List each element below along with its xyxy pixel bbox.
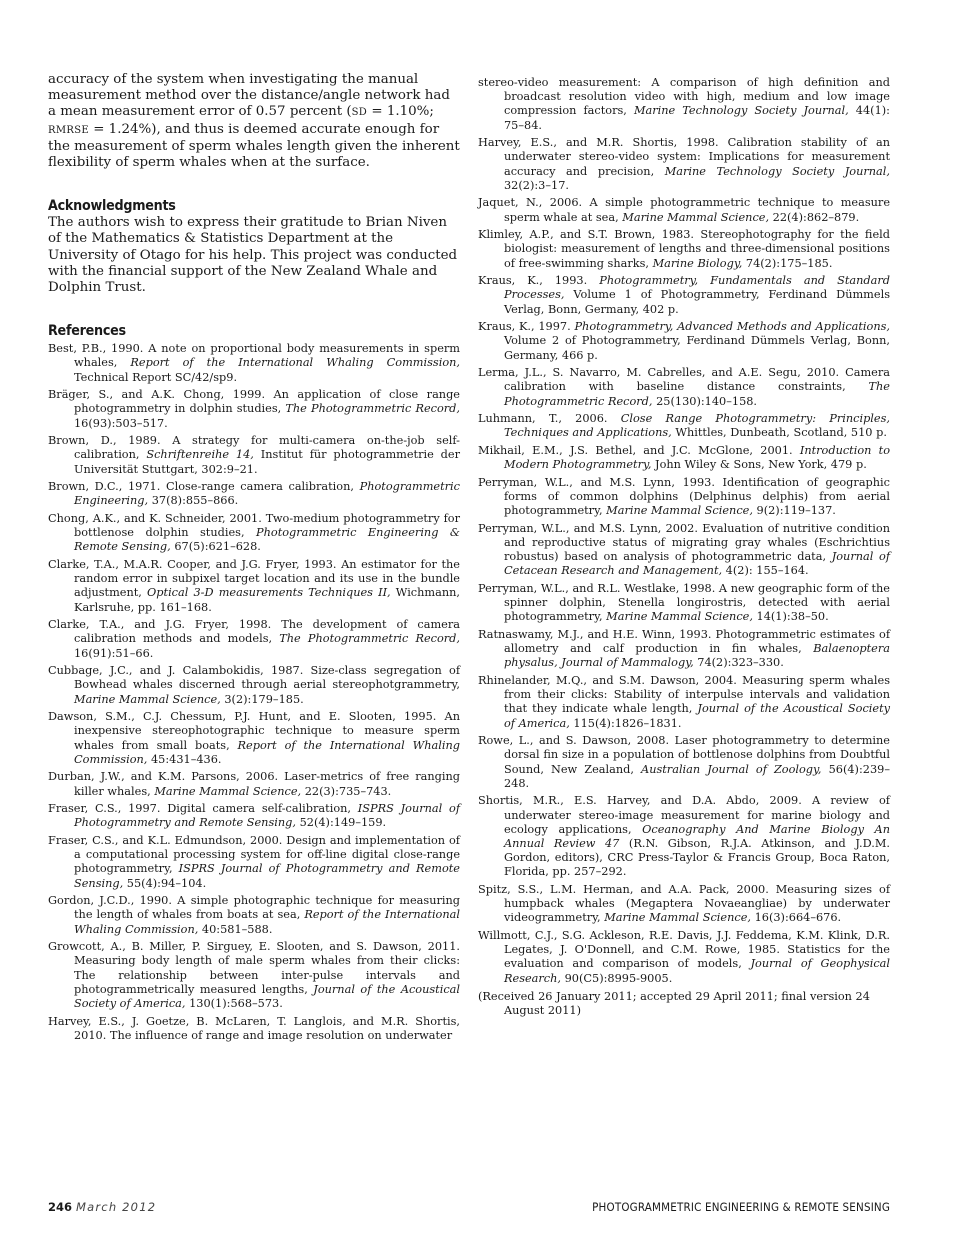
reference-entry <box>478 883 890 926</box>
reference-text: Mikhail, E.M., J.S. Bethel, and J.C. McGlone, 2001. <box>478 444 800 457</box>
reference-source: Marine Biology, <box>652 256 743 270</box>
reference-details: 67(5):621–628. <box>170 540 261 554</box>
reference-entry <box>478 628 890 671</box>
reference-entry <box>48 710 460 767</box>
reference-text: Harvey, E.S., and M.R. Shortis, 1998. Calibration stability of an underwater stereo-video system: Implications for measurement accuracy and precision, <box>478 136 890 178</box>
reference-source: Journal of the Acoustical Society of America, <box>74 982 461 1011</box>
reference-source: Marine Mammal Science, <box>154 784 302 798</box>
reference-source: Report of the International Whaling Commission, <box>74 738 460 766</box>
journal-name: PHOTOGRAMMETRIC ENGINEERING & REMOTE SENSING <box>592 1200 890 1214</box>
reference-source: Introduction to Modern Photogrammetry, <box>504 444 890 472</box>
reference-details: 4(2): 155–164. <box>722 564 809 578</box>
page-footer <box>48 1200 890 1216</box>
reference-entry <box>478 412 890 440</box>
reference-entry <box>478 674 890 731</box>
reference-details: (R.N. Gibson, R.J.A. Atkinson, and J.D.M. Gordon, editors), CRC Press-Taylor & Francis Group, Boca Raton, Florida, pp. 257–292. <box>504 837 890 879</box>
received-note: (Received 26 January 2011; accepted 29 April 2011; final version 24 August 2011) <box>478 989 870 1018</box>
reference-details: 45:431–436. <box>147 752 222 766</box>
reference-text: Kraus, K., 1997. <box>478 320 575 334</box>
reference-entry <box>478 76 890 133</box>
reference-text: Perryman, W.L., and M.S. Lynn, 2002. Evaluation of nutritive condition and reproductive status of migrating gray whales (Eschrichtius robustus) based on analysis of photogrammetric data, <box>478 521 890 564</box>
reference-source: ISPRS Journal of Photogrammetry and Remote Sensing, <box>74 802 461 830</box>
reference-details: 9(2):119–137. <box>752 504 836 518</box>
reference-source: Journal of the Acoustical Society of America, <box>504 702 890 730</box>
issue-date: March 2012 <box>76 1200 157 1214</box>
reference-text: stereo-video measurement: A comparison of high definition and broadcast resolution video with high, medium and low image compression factors, <box>478 76 890 118</box>
reference-text: Spitz, S.S., L.M. Herman, and A.A. Pack, 2000. Measuring sizes of humpback whales (Megaptera Novaeangliae) by underwater videogrammetry, <box>478 883 890 925</box>
reference-details: 40:581–588. <box>198 922 273 936</box>
reference-source: Report of the International Whaling Commission, <box>74 908 460 936</box>
intro-text-part: accuracy of the system when investigating the manual measurement method over the distance/angle network had a mean measurement error of 0.57 percent ( <box>48 72 450 120</box>
reference-source: Marine Mammal Science, <box>622 210 770 224</box>
acknowledgments-heading: Acknowledgments <box>48 198 176 215</box>
reference-text: Rhinelander, M.Q., and S.M. Dawson, 2004. Measuring sperm whales from their clicks: Stability of interpulse intervals and validation that they indicate whale length, <box>478 674 890 716</box>
reference-text: Clarke, T.A., and J.G. Fryer, 1998. The development of camera calibration methods and models, <box>48 618 460 646</box>
page-number: 246 <box>48 1200 73 1214</box>
reference-details: 55(4):94–104. <box>123 876 207 890</box>
reference-entry <box>478 582 890 625</box>
references-list-right <box>478 76 890 986</box>
reference-source: Schriftenreihe 14, <box>146 448 254 462</box>
reference-text: Luhmann, T., 2006. <box>478 412 621 426</box>
reference-entry <box>48 940 460 1011</box>
reference-source: The Photogrammetric Record, <box>285 402 460 416</box>
reference-entry <box>478 196 890 224</box>
reference-source: Balaenoptera physalus, Journal of Mammalogy, <box>504 642 890 670</box>
reference-details: 14(1):38–50. <box>752 610 829 624</box>
reference-entry <box>48 618 460 661</box>
reference-text: Brown, D.C., 1971. Close-range camera calibration, <box>48 480 360 494</box>
reference-text: Gordon, J.C.D., 1990. A simple photographic technique for measuring the length of whales from boats at sea, <box>48 894 460 922</box>
reference-source: The Photogrammetric Record, <box>279 632 460 646</box>
reference-entry <box>478 734 890 791</box>
reference-entry <box>478 274 890 317</box>
reference-source: Marine Mammal Science, <box>606 504 753 518</box>
reference-entry <box>48 512 460 555</box>
reference-entry <box>48 1015 460 1043</box>
reference-source: Photogrammetry, Fundamentals and Standard Processes, <box>504 274 890 302</box>
reference-entry <box>478 136 890 193</box>
reference-details: Volume 2 of Photogrammetry, Ferdinand Dümmels Verlag, Bonn, Germany, 466 p. <box>504 334 890 362</box>
reference-entry <box>478 320 890 363</box>
reference-entry <box>48 388 460 431</box>
reference-details: 25(130):140–158. <box>652 394 758 408</box>
right-column <box>478 74 890 1018</box>
reference-details: 16(93):503–517. <box>74 416 168 430</box>
reference-source: Marine Mammal Science, <box>74 692 221 706</box>
intro-paragraph <box>48 72 460 171</box>
rmrse-label: RMRSE <box>48 124 89 136</box>
reference-details: Institut für photogrammetrie der Universität Stuttgart, 302:9–21. <box>74 448 460 476</box>
reference-entry <box>478 929 890 986</box>
reference-details: 130(1):568–573. <box>185 997 283 1011</box>
reference-source: Report of the International Whaling Commission, <box>130 356 460 370</box>
reference-text: Cubbage, J.C., and J. Calambokidis, 1987. Size-class segregation of Bowhead whales discerned through aerial stereophotgrammetry, <box>48 664 460 692</box>
reference-entry <box>48 802 460 830</box>
reference-details: 32(2):3–17. <box>504 178 569 192</box>
reference-source: Close Range Photogrammetry: Principles, Techniques and Applications, <box>504 412 890 440</box>
reference-text: Ratnaswamy, M.J., and H.E. Winn, 1993. Photogrammetric estimates of allometry and calf production in fin whales, <box>478 628 890 656</box>
sd-label: SD <box>351 107 368 119</box>
reference-entry <box>48 834 460 891</box>
reference-details: 22(4):862–879. <box>769 210 860 224</box>
reference-source: ISPRS Journal of Photogrammetry and Remote Sensing, <box>74 862 460 890</box>
reference-source: Optical 3-D measurements Techniques II, <box>147 586 391 600</box>
reference-text: Perryman, W.L., and M.S. Lynn, 1993. Identification of geographic forms of common dolphins (Delphinus delphis) from aerial photogrammetry, <box>478 475 890 518</box>
reference-entry <box>48 558 460 615</box>
reference-entry <box>48 434 460 477</box>
left-column <box>48 72 460 1046</box>
reference-text: Shortis, M.R., E.S. Harvey, and D.A. Abdo, 2009. A review of underwater stereo-image measurement for marine biology and ecology applications, <box>478 794 890 836</box>
reference-details: 52(4):149–159. <box>295 816 387 830</box>
reference-source: Marine Technology Society Journal, <box>633 104 849 118</box>
reference-text: Rowe, L., and S. Dawson, 2008. Laser photogrammetry to determine dorsal fin size in a population of bottlenose dolphins from Doubtful Sound, New Zealand, <box>478 734 890 776</box>
reference-entry <box>48 770 460 798</box>
reference-details: John Wiley & Sons, New York, 479 p. <box>651 458 867 472</box>
reference-source: Oceanography And Marine Biology An Annual Review 47 <box>504 822 890 851</box>
reference-details: 16(91):51–66. <box>74 646 154 660</box>
intro-text-part: = 1.24%), and thus is deemed accurate enough for the measurement of sperm whales length given the inherent flexibility of sperm whales when at the surface. <box>48 121 460 171</box>
reference-details: 44(1): 75–84. <box>504 104 890 132</box>
reference-source: Photogrammetric Engineering, <box>74 480 460 508</box>
intro-text-part: = 1.10%; <box>367 104 434 120</box>
reference-details: 56(4):239–248. <box>504 762 890 790</box>
reference-details: 90(C5):8995-9005. <box>561 971 673 985</box>
reference-text: Jaquet, N., 2006. A simple photogrammetric technique to measure sperm whale at sea, <box>478 196 890 224</box>
references-list-left <box>48 342 460 1043</box>
reference-entry <box>478 228 890 271</box>
reference-details: 22(3):735–743. <box>301 784 392 798</box>
reference-text: Growcott, A., B. Miller, P. Sirguey, E. Slooten, and S. Dawson, 2011. Measuring body length of male sperm whales from their clicks: The relationship between inter-pulse intervals and photogrammetrically measured lengths, <box>48 940 460 996</box>
reference-text: Chong, A.K., and K. Schneider, 2001. Two-medium photogrammetry for bottlenose dolphin studies, <box>48 512 460 540</box>
reference-text: Bräger, S., and A.K. Chong, 1999. An application of close range photogrammetry in dolphin studies, <box>48 388 460 416</box>
reference-text: Dawson, S.M., C.J. Chessum, P.J. Hunt, and E. Slooten, 1995. An inexpensive stereophotographic technique to measure sperm whales from small boats, <box>48 710 460 752</box>
reference-source: Photogrammetry, Advanced Methods and Applications, <box>574 320 891 334</box>
reference-source: Australian Journal of Zoology, <box>641 762 822 776</box>
reference-text: Best, P.B., 1990. A note on proportional body measurements in sperm whales, <box>48 342 460 370</box>
references-heading: References <box>48 323 126 340</box>
reference-text: Fraser, C.S., 1997. Digital camera self-calibration, <box>48 802 358 816</box>
reference-text: Brown, D., 1989. A strategy for multi-camera on-the-job self-calibration, <box>48 434 460 462</box>
acknowledgments-text: The authors wish to express their gratitude to Brian Niven of the Mathematics & Statistics Department at the University of Otago for his help. This project was conducted with the financial support of the New Zealand Whale and Dolphin Trust. <box>48 215 458 296</box>
reference-text: Perryman, W.L., and R.L. Westlake, 1998. A new geographic form of the spinner dolphin, Stenella longirostris, detected with aerial photogrammetry, <box>478 582 890 624</box>
reference-text: Durban, J.W., and K.M. Parsons, 2006. Laser-metrics of free ranging killer whales, <box>48 770 460 798</box>
reference-source: Photogrammetric Engineering & Remote Sensing, <box>74 526 460 554</box>
reference-text: Clarke, T.A., M.A.R. Cooper, and J.G. Fryer, 1993. An estimator for the random error in subpixel target location and its use in the bundle adjustment, <box>48 558 460 600</box>
reference-details: 115(4):1826–1831. <box>569 716 682 730</box>
reference-details: 74(2):323–330. <box>693 656 784 670</box>
reference-text: Fraser, C.S., and K.L. Edmundson, 2000. Design and implementation of a computational processing system for off-line digital close-range photogrammetry, <box>48 834 460 876</box>
reference-source: The Photogrammetric Record, <box>504 380 890 408</box>
reference-details: Whittles, Dunbeath, Scotland, 510 p. <box>671 426 887 440</box>
reference-entry <box>478 522 890 579</box>
reference-entry <box>478 476 890 519</box>
reference-details: 74(2):175–185. <box>742 256 833 270</box>
reference-details: 3(2):179–185. <box>220 692 304 706</box>
reference-text: Klimley, A.P., and S.T. Brown, 1983. Stereophotography for the field biologist: measurement of lengths and three-dimensional positions of free-swimming sharks, <box>478 228 890 270</box>
reference-entry <box>48 664 460 707</box>
reference-source: Journal of Geophysical Research, <box>504 957 890 985</box>
reference-entry <box>48 480 460 508</box>
reference-entry <box>478 366 890 409</box>
reference-text: Willmott, C.J., S.G. Ackleson, R.E. Davis, J.J. Feddema, K.M. Klink, D.R. Legates, J. O'Donnell, and C.M. Rowe, 1985. Statistics for the evaluation and comparison of models, <box>478 929 890 971</box>
reference-entry <box>478 794 890 879</box>
reference-entry <box>48 894 460 937</box>
reference-source: Journal of Cetacean Research and Management, <box>504 550 890 578</box>
reference-details: 16(3):664–676. <box>750 911 842 925</box>
reference-text: Lerma, J.L., S. Navarro, M. Cabrelles, and A.E. Segu, 2010. Camera calibration with baseline distance constraints, <box>478 366 890 394</box>
reference-source: Marine Mammal Science, <box>604 911 751 925</box>
reference-details: Technical Report SC/42/sp9. <box>74 370 238 384</box>
reference-entry <box>48 342 460 385</box>
reference-text: Kraus, K., 1993. <box>478 274 600 288</box>
reference-source: Marine Technology Society Journal, <box>664 164 890 178</box>
reference-details: Wichmann, Karlsruhe, pp. 161–168. <box>74 586 461 614</box>
reference-entry <box>478 444 890 472</box>
reference-details: Volume 1 of Photogrammetry, Ferdinand Dümmels Verlag, Bonn, Germany, 402 p. <box>504 288 890 316</box>
reference-text: Harvey, E.S., J. Goetze, B. McLaren, T. Langlois, and M.R. Shortis, 2010. The influence of range and image resolution on underwater <box>48 1014 460 1042</box>
reference-details: 37(8):855–866. <box>148 494 239 508</box>
reference-source: Marine Mammal Science, <box>606 610 753 624</box>
